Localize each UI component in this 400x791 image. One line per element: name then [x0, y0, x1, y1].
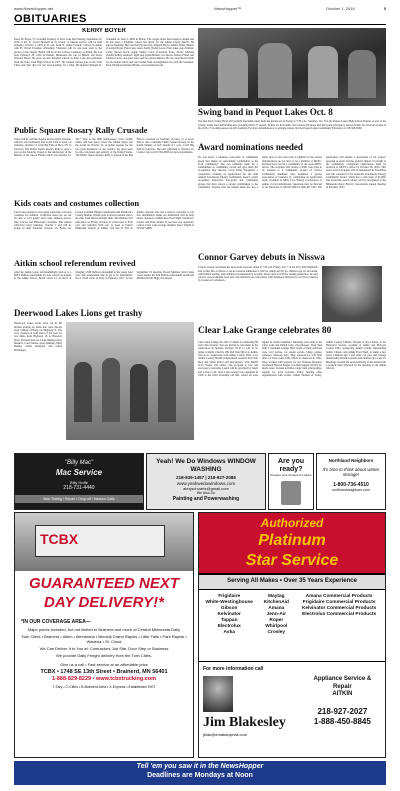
northland-ad-tag: It's time to think about winter storage! — [322, 466, 380, 478]
award-story — [198, 142, 386, 250]
swing-band-body: The Red Rock Swing Band will perform danceable tunes from the golden era of Swing at 7:30 p.m., Saturday, Oct. 8 in the Pequot Lakes High School Theater as part of the Greater Lakes Area Performing Arts (GLAPA) 2016-17 season. Tickets are $14 adults, $12 seniors (60-plus), and $10 youth (18-under). Season tickets for all seven events of the 2016-17 GLAPA season are still available. For more information or to arrange, please call the Pequot Lakes Community Education at 218-568-9200. — [198, 120, 386, 130]
windows-ad-phone: 218-839-1457 | 218-927-2086 — [176, 475, 236, 480]
northland-ad-phone: 1-800-736-4510 — [333, 481, 369, 488]
grange-story — [198, 326, 386, 451]
brand-item: Tappan — [220, 617, 238, 623]
tcbx-truck-photo — [15, 513, 193, 571]
brand-item: Kelvinator Commercial Products — [301, 605, 377, 611]
deerwood-photo — [66, 322, 194, 440]
windows-ad-sub: We Also Do — [196, 491, 216, 496]
kids-title: Kids coats and costumes collection — [14, 198, 140, 208]
northland-ad-name: Northland Neighbors — [328, 458, 374, 463]
kids-story — [14, 198, 194, 256]
brand-item: KitchenAid — [263, 599, 289, 605]
brand-item: Whirlpool — [265, 623, 288, 629]
connor-title: Connor Garvey debuts in Nisswa — [198, 252, 325, 262]
tcbx-brand: TCBX — [40, 531, 79, 547]
platinum-serving: Serving All Makes • Over 35 Years Experience — [199, 575, 385, 590]
brand-item: Kelvinator — [217, 611, 241, 617]
footer-banner — [14, 761, 386, 785]
windows-ad-title: Yeah! We Do Windows WINDOW WASHING — [156, 458, 256, 473]
deerwood-caption: Deerwood Lakes Lions were out in the ditches picking up items that were thrown from vehicles driving on Highway 6. The crew cleaned on both sides of the road for two miles from Highway 18 to Hanson's Store. Pictured here are Lions members Kay Bendorf, Carol Mateo, (non member) Marg Heskig, Linda Westgard and Cathy McDougal. — [14, 322, 62, 352]
platinum-right2: AITKIN — [332, 691, 353, 697]
page-number: 5 — [383, 6, 386, 11]
platinum-star-ad — [198, 512, 386, 758]
rosary-body: There will be a Public Square Rosary Rally Crusade, which is said nationally and world wide at noon, on Saturday, October 15 at the Big Fish on Hwy. 371 in Garrison. The Public Square Rosary Rally is once a year on the Saturday closest to the anniversary of the Miracle of the Sun at Fatima which was October 13, 1917. This is the 99th Anniversary. Over 12,000 rallies will take place across the United States and the world on October 15, in public squares for the two great intentions of our country: the great need for the conversion and sanctity of the United States. The Public Square Rosary Rally is prayed at the Big Fish in Garrison on Saturday, October 15 at noon. This is also a monthly Public Square Rosary on the fourth Sunday of each month at 1 p.m. at the Big Fish in Garrison. The next gathering is October 23. Contact Jean at 218-764-2863 for more information. — [14, 137, 194, 158]
mac-ad-phone: 218-731-4440 — [63, 484, 95, 491]
platinum-contact — [199, 661, 385, 757]
connor-story — [198, 252, 386, 322]
site-url: www.NewsHopper.net — [14, 6, 54, 11]
tcbx-line1: GUARANTEED NEXT — [28, 575, 179, 592]
platinum-email: jblak@emabarqmail.com — [203, 731, 248, 737]
award-body: Do you know a business, non-profit or community group that makes an outstanding contribution to the local community? You can nominate them for a commitment to community award and give them the recognition they deserve. Crow Wing Energized, a cooperative working on applications for the 10th Annual Touchstone Energy Community Award, which recognizes innovative non-profit and community groups that have shown a strong commitment to the community. Anyone who has helped make the area a better place to live and work is eligible for the award. Organizations do not have to be a member of MLEC, but must have served a community in the areas MLEC serves. The recipient will receive a $500 cash prize to be donated to a community project of choice. Community members may nominate a group, association or business by completing an application form, available at Mille Lacs Energy Cooperative or online at www.mlecmn.net. Questions may be directed to Joe Moravitz at 218-927-8243 or 800-497-5107. The application will require a description of the project, program or event and the positive impact it brought to the community. Completed applications must be received at MLEC's office by October 28, 2016. This year's award recipient will be announced in November and will contend for the statewide Touchstone Energy Community Award, which has a cash prize of $1,000. The statewide award winner will be recognized at the Minnesota Rural Electric Association annual meeting in February 2017. — [198, 156, 386, 189]
brand-col-1 — [203, 594, 255, 636]
brand-item: Aska — [223, 629, 235, 635]
tcbx-more: We Can Deliver It to You at: Contractors Job Site, Door Step or Business — [39, 645, 169, 651]
connor-photo — [322, 266, 382, 322]
platinum-banner — [199, 513, 385, 575]
ready-ad-title: Are you ready? — [277, 458, 305, 473]
date: October 1, 2016 — [326, 6, 355, 11]
tcbx-svc: T-Tary • C-Cities • B-Brainerd Area • X-Express • Established 1907 — [52, 684, 156, 689]
rosary-story — [14, 125, 194, 197]
platinum-name2: Star Service — [245, 552, 339, 569]
brand-item: Frigidaire Commercial Products — [302, 599, 376, 605]
section-banner — [14, 13, 386, 25]
window-washing-ad — [146, 453, 266, 510]
mac-service-ad — [14, 453, 144, 510]
grange-title: Clear Lake Grange celebrates 80 — [198, 326, 332, 336]
brand-col-3 — [297, 594, 381, 636]
brand-item: Amana — [268, 605, 285, 611]
award-title: Award nominations needed — [198, 142, 303, 152]
brand-item: Crosley — [267, 629, 286, 635]
platinum-right1: Appliance Service & Repair — [313, 676, 372, 690]
brand-col-2 — [255, 594, 297, 636]
brand-item: Frigidaire — [218, 593, 241, 599]
furnace-icon — [281, 481, 301, 505]
platinum-person: Jim Blakesley — [203, 715, 286, 731]
tcbx-line2: DAY DELIVERY!* — [43, 593, 165, 611]
tcbx-ad — [14, 512, 194, 758]
obituary-name: KERRY BOYER — [82, 28, 126, 34]
aitkin-title: Aitkin school referendum revived — [14, 258, 136, 268]
tcbx-over: *IN OUR COVERAGE AREA— — [21, 618, 91, 625]
brand-columns — [199, 590, 385, 636]
brand-item: Electrolux Commercial Products — [302, 611, 377, 617]
swing-band-title: Swing band in Pequot Lakes Oct. 8 — [198, 107, 333, 117]
brand-item: Amana Commercial Products — [305, 593, 373, 599]
platinum-info: For more information call — [203, 666, 264, 672]
tcbx-cities: Twin Cities • Brainerd • Aitkin • Alexandria • Bemidji Grand Rapids • Little Falls • Park Rapids • Wadena • St. Cloud — [21, 633, 187, 644]
are-you-ready-ad — [268, 453, 314, 510]
obituary — [14, 28, 194, 123]
grange-body: Clear Lake Grange No. 692 of Aitkin is celebrating 80 years this October. You are invited to join them in the celebration on Sunday, October 18 at 11 a.m. at St. James Catholic Church, 299 Red Oak Drive in Aitkin. This is in conjunction with Aitkin County DAC at its 'Aitkin County Sheriff's Department presents K-9 Unit, Boat and Water Patrol and Investigator' with Sheriff Scott Turner and others. The program is free and everyone is welcome. Lunch will be provided by lunch and is free to all. Clear Lake Grange was organized in 1936 at the Glen Township old hall. About 40 were signed as charter members. Meetings were held at the Clear Lake and Rabbit Lake schoolhouses. They then built a basement Grange Hall. Some of their activities were card parties, ice cream socials, bingo parties, cemetery clean-up days. They sponsored a 4-H Club (Pals of Clear Lake 4-H) which re-chartered in 1961. They worked with projects for the Veterans Hospital. An annual Harvest Supper was their biggest activity for many years. Current activities range from scholarships, support for local veterans, Unity, helping other organizations with events, Aitkin Women of Today, Aitkin County TRIAD, Friends of the Library, A Go Historical Society, working at Aitkin and McLeod County Fairs, sponsoring Aitkin County Outstanding Senior Citizen, and Aitkin Food Shelf, to name a few areas. Children age 5 and older can join, and Grange membership includes parents and children up to age 25. Meetings are held the second Sunday of the month with a potluck meal followed by the meeting at the Aitkin Library. — [198, 340, 386, 377]
windows-ad-email: alexjschuartz@gmail.com — [183, 486, 229, 492]
tcbx-addr: TCBX • 1748 SE 13th Street • Brainerd, MN 56401 — [40, 668, 168, 675]
brand-item: Electrolux — [217, 623, 241, 629]
northland-ad-web: northlandneighbors.com — [332, 488, 370, 493]
footer-line1: Tell 'em you saw it in the NewsHopper — [136, 763, 264, 770]
kids-body: Clear Lake Grange is once again collecting coats and costumes for children. Collection boxes are set out for new or very gently used coats, mittens, gloves, hats, scarves and Halloween costumes. This annual collection starts Saturday, October 1 and will be going on until Saturday, October 15. Boxes are located at Aitkin Village Laundromat and Pruddock's County Market. Winter gear is always needed and in all sizes from infant through adult. Distribution will take place on Friday, October 21 from noon to 6:30 p.m. and Saturday 9:00 a.m. to noon at United Methodist Church of Aitkin, 104 2nd St NW in Aitkin. Anyone who has a need is welcome to our free distribution. Items not distributed will be kept and/or donated to Aitkin Area Food Shelf, Workforce Center, and DAC Aitkin. If you have any questions, contact Clear Lake Grange member Kaye Wright at 218-927-6885. — [14, 210, 194, 231]
obituary-body: Kerry M. Boyer, 57, of Aitkin formerly of Prior Lake died Sunday, September 25, 2016 at the St. Cloud Hospital in St. Cloud. A funeral service will be held Saturday, October 1, 2016 at 11 a.m. from St. James Catholic Church in Aitkin with Fr. David Forsman officiating. Visitation will be one hour prior to the service at the church. Burial will be in the Calvary Cemetery at Aitkin. He was born February 28, 1959 in Duluth, Minnesota the son of Hubert and Doris (Turner) Boyer. He grew up and attended schools in Prior Lake and graduated from the Prior Lake High School in 1977. He worked various jobs in the Twin Cities and then did over the road trucking for a time. He married Irmgard K. Schreiner on June 5, 2000 in Elbow. The couple made their home in Aitkin and he has been a longtime school bus driver for the Aitkin school district. He enjoyed hunting. He's survived by his wife, Irmgard Boyer, Aitkin; father, Hubert (Cecelia) Boyer, Prior Lake; sister, Kelly (Todd) Lucas, Prior Lake; step children: Cathy (Steve) Rock, Apple Valley; Carry (Carleton) Stree, Nevis; Michael (Sarah) Kelley, Andover; eight step grandchildren; two nieces: Kelsey Elaner and Chelsea Lucas; one great niece and two great nephews. He was preceded in death by his mother, Doris and one brother Kim. Arrangements are with the Sorensen-Root-Thompson Funeral Home. www.srtfuneral.com. — [14, 37, 194, 67]
footer-line2: Deadlines are Mondays at Noon — [147, 771, 253, 779]
tcbx-phone: 1-888-829-8229 • www.tcbxtrucking.com — [51, 675, 157, 682]
aitkin-body: After the Aitkin voters overwhelmingly said no to a $68.5 million referendum for new school on August 9, the Aitkin School Board voted 5-1 in favor of bringing a $30 million referendum to the voters next year. The referendum date is yet to be determined, but it could come as early as February 2017. At the September 19 meeting, Board Member John Cluite voted against the $30 million referendum and Board Member Kevin Hegg was absent. — [14, 270, 194, 281]
brand-item: Jenn-Air — [266, 611, 287, 617]
platinum-phone2: 1-888-450-8845 — [313, 716, 371, 726]
tcbx-foot: We provide Daily Freight delivery from the Twin Cities. — [56, 652, 152, 658]
section-title: OBITUARIES — [14, 13, 87, 25]
aitkin-story — [14, 258, 194, 306]
deerwood-title: Deerwood Lakes Lions get trashy — [14, 308, 143, 318]
northland-ad — [316, 453, 386, 510]
brand-item: White-Westinghouse — [205, 599, 253, 605]
platinum-top: Authorized — [260, 516, 324, 530]
deerwood-story — [14, 308, 194, 451]
tcbx-note: Major points included, but not limited to Brainerd and much of Central Minnesota Daily — [27, 626, 181, 632]
swing-band-story — [198, 107, 386, 139]
brand-item: Gibson — [220, 605, 238, 611]
masthead: NewsHopper™ — [214, 6, 242, 11]
platinum-phone1: 218-927-2027 — [317, 706, 368, 716]
windows-ad-extra: Painting and Powerwashing — [172, 495, 240, 502]
ready-ad-sub: Prepare your furnace for winter — [270, 473, 312, 477]
rosary-title: Public Square Rosary Rally Crusade — [14, 125, 148, 135]
connor-body: Connor Garvey will make his Grassroots Concerts debut at 7:30 p.m. Friday, Oct. 7 in the Live Well Nightclub and Coffee Bar at Nisswa Concert General admission is $10 for adults and $5 for children age 10 and under, with limited seating, with children accompanied by an adult. Doors open at 6:30 for seating preference. At each concert, non-perishable food and cash donations are welcomed, with donations delivered to local food shelves by Grassroots volunteers. — [198, 266, 318, 283]
mac-ad-line2: Mac Service — [55, 467, 103, 477]
mac-ad-foot: Mac Towing / Repair • Drop-off / Hasseo Calls — [15, 495, 143, 503]
technician-photo — [203, 676, 233, 712]
brand-item: Maytag — [268, 593, 285, 599]
platinum-name1: Platinum — [258, 532, 326, 549]
brand-item: Roper — [269, 617, 284, 623]
swing-band-photo — [198, 28, 386, 106]
tcbx-give: Give us a call • Fast service at an affordable price — [60, 661, 148, 667]
windows-ad-web: www.yeahwedowindows.com — [176, 480, 236, 486]
mac-ad-line1: "Billy Mac" — [64, 460, 94, 466]
mac-ad-line3: Billy Hoffe — [70, 479, 88, 485]
